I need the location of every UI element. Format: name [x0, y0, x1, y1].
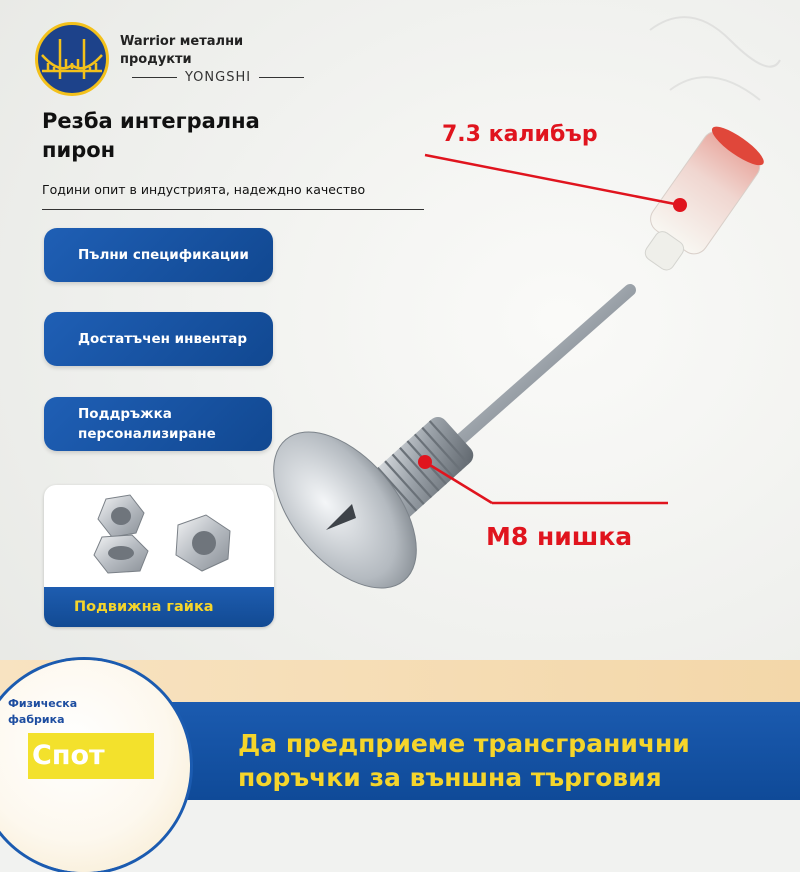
thread-callout-label: M8 нишка	[486, 522, 633, 551]
footer-slogan: Да предприеме трансгранични поръчки за външна търговия	[238, 729, 690, 792]
feature-pill-specs: Пълни спецификации	[44, 228, 273, 282]
product-title: Резба интегрална пирон	[42, 109, 260, 162]
nail-shaft	[460, 290, 630, 440]
hex-nut-icon	[176, 515, 230, 571]
nut-image	[44, 485, 274, 587]
caliber-callout-line	[425, 155, 680, 205]
thread-callout-dot	[418, 455, 432, 469]
hex-nut-icon	[98, 495, 144, 537]
brand-logo	[35, 22, 109, 96]
brand-name: Warrior метални продукти	[120, 34, 244, 67]
feature-pill-inventory: Достатъчен инвентар	[44, 312, 273, 366]
hex-nut-icon	[94, 535, 148, 573]
spot-badge: Спот	[28, 733, 154, 779]
nut-card-label: Подвижна гайка	[44, 587, 274, 627]
bridge-icon	[38, 25, 106, 93]
nut-card	[44, 485, 274, 627]
feature-pill-custom: Поддръжка персонализиране	[44, 397, 272, 451]
caliber-callout-label: 7.3 калибър	[442, 122, 598, 147]
caliber-callout-dot	[673, 198, 687, 212]
brand-sub-text: YONGSHI	[184, 69, 252, 85]
tagline-text: Години опит в индустрията, надеждно качество	[42, 182, 366, 197]
factory-text: Физическа фабрика	[8, 697, 78, 726]
brand-subtitle	[132, 68, 304, 86]
plastic-sleeve	[629, 120, 769, 282]
factory-label	[8, 696, 108, 728]
